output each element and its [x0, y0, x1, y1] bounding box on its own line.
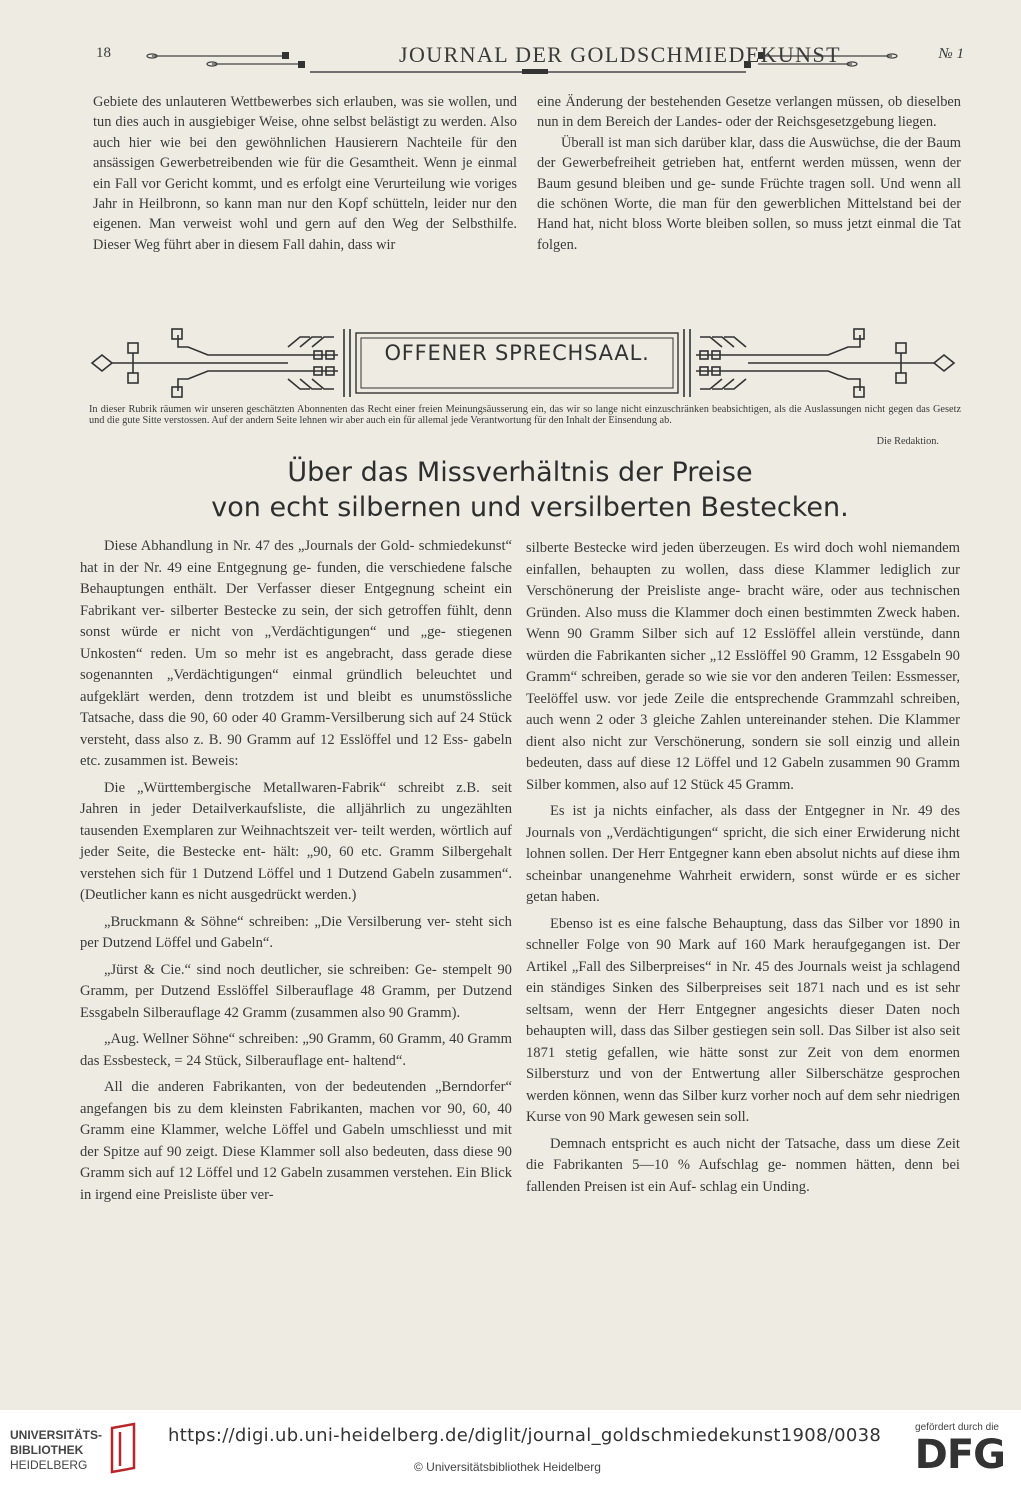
headline-line-1: Über das Missverhältnis der Preise [287, 457, 753, 488]
paragraph: „Jürst & Cie.“ sind noch deutlicher, sie schreiben: Ge- stempelt 90 Gramm, per Dutzend Esslöffel Silberauflage 48 Gramm, per Dutzend Essgabeln Silberauflage 42 Gramm (zusammen also 90 Gramm). [80, 961, 512, 1021]
article-left-column [80, 536, 512, 1206]
library-logo-icon [104, 1422, 144, 1474]
paragraph: Diese Abhandlung in Nr. 47 des „Journals der Gold- schmiedekunst“ hat in der Nr. 49 eine Entgegnung ge- funden, die verschiedene falsche Behauptungen enthält. Der Verfasser dieser Entgegnung scheint ein Fabrikant ver- silberter Bestecke zu sein, der sich getroffen fühlt, denn sonst würde er nicht von „Verdächtigungen“ und „ge- stiegenen Unkosten“ reden. Um so mehr ist es angebracht, dass gerade diese sogenannten „Verdächtigungen“ einmal gründlich beleuchtet und aufgeklärt werden, denn trotzdem ist und bleibt es unumstössliche Tatsache, dass die 90, 60 oder 40 Gramm-Versilberung sich auf 24 Stück versteht, dass also z. B. 90 Gramm auf 12 Esslöffel und 12 Ess- gabeln etc. zusammen ist. Beweis: [80, 538, 513, 769]
top-right-column [537, 92, 961, 255]
top-left-column [93, 92, 517, 255]
editorial-signature: Die Redaktion. [876, 436, 939, 447]
paragraph: All die anderen Fabrikanten, von der bedeutenden „Berndorfer“ angefangen bis zu dem kleinsten Fabrikanten, machen vor 90, 60, 40 Gramm eine Klammer, welche Löffel und Gabeln umschliesst und mit der Spitze auf 90 zeigt. Diese Klammer soll also bedeuten, dass diese 90 Gramm sich auf 12 Löffel und 12 Gabeln zusammen verstehen. Ein Blick in irgend eine Preisliste über ver- [80, 1079, 512, 1203]
library-logo: UNIVERSITÄTS- BIBLIOTHEK HEIDELBERG [10, 1428, 103, 1472]
digitization-footer [0, 1410, 1021, 1485]
editorial-note: In dieser Rubrik räumen wir unseren geschätzten Abonnenten das Recht einer freien Meinungsäusserung ein, das wir so lange nicht einzuschränken beabsichtigen, als die Auslassungen nicht gegen das Gesetz und die gute Sitte verstossen. Auf der andern Seite lehnen wir aber auch ein für allemal jede Verantwortung für den Inhalt der Einsendung ab. Die Redaktion. [89, 404, 962, 447]
paragraph: Gebiete des unlauteren Wettbewerbes sich erlauben, was sie wollen, und tun dies auch in ausgiebiger Weise, ohne selbst belästigt zu werden. Also auch hier wie bei den gewöhnlichen Hausierern Nachteile für den ansässigen Gewerbetreibenden wie für die Gesamtheit. Wenn je einmal ein Fall vor Gericht kommt, und es erfolgt eine Verurteilung wie voriges Jahr in Heilbronn, so kann man nur den Kopf schütteln, leider nur den eigenen. Man verweist wohl und gern auf den Weg der Selbsthilfe. Dieser Weg führt aber in diesem Fall dahin, dass wir [93, 94, 517, 253]
section-banner [88, 325, 960, 405]
journal-title: JOURNAL DER GOLDSCHMIEDEKUNST [399, 42, 841, 67]
copyright-notice: © Universitätsbibliothek Heidelberg [414, 1460, 601, 1474]
banner-ornament [88, 325, 960, 405]
paragraph: eine Änderung der bestehenden Gesetze verlangen müssen, ob dieselben nun in dem Bereich der Landes- oder der Reichsgesetzgebung liegen. [537, 94, 961, 131]
dfg-logo: DFG [914, 1432, 1005, 1478]
source-url-link[interactable]: https://digi.ub.uni-heidelberg.de/diglit/journal_goldschmiedekunst1908/0038 [168, 1425, 882, 1446]
headline-line-2: von echt silbernen und versilberten Bestecken. [211, 492, 849, 523]
issue-number: № 1 [938, 46, 964, 62]
paragraph: Demnach entspricht es auch nicht der Tatsache, dass um diese Zeit die Fabrikanten 5—10 % Aufschlag ge- nommen hätten, denn bei fallenden Preisen ist ein Auf- schlag ein Unding. [526, 1135, 960, 1195]
paragraph: Die „Württembergische Metallwaren-Fabrik“ schreibt z.B. seit Jahren in jeder Detailverkaufsliste, die alljährlich zu ungezählten tausenden Exemplaren zur Weihnachtszeit ver- teilt werden, wörtlich auf jeder Seite, die Bestecke ent- hält: „90, 60 etc. Gramm Silbergehalt verstehen sich für 1 Dutzend Löffel und 1 Dutzend Gabeln zusammen“. (Deutlicher kann es nicht ausgedrückt werden.) [80, 779, 512, 903]
paragraph: Ebenso ist es eine falsche Behauptung, dass das Silber vor 1890 in schneller Folge von 90 Mark auf 160 Mark heraufgegangen ist. Der Artikel „Fall des Silberpreises“ in Nr. 45 des Journals weist ja schlagend ein ständiges Sinken des Silberpreises seit 1871 nach und es ist sehr seltsam, wenn der Herr Entgegner angesichts dieser Daten noch behaupten will, dass das Silber gestiegen sein soll. Das Silber ist also seit 1871 stetig gefallen, wie hätte sonst zur Zeit von dem enormen Silbersturz und von der Entwertung aller Silberschätze gesprochen werden können, wenn das Silber kurz vorher noch auf dem sehr niedrigen Kurse von 90 Mark gewesen sein soll. [526, 915, 961, 1125]
banner-title: OFFENER SPRECHSAAL. [384, 341, 650, 365]
paragraph: Überall ist man sich darüber klar, dass die Auswüchse, die der Baum der Gewerbefreiheit getrieben hat, entfernt werden müssen, wenn der Baum gesund bleiben und ge- sunde Früchte tragen soll. Und wenn all die schönen Worte, die man für den gewerblichen Mittelstand bei der Hand hat, nicht bloss Worte bleiben sollen, so muss jetzt einmal die Tat folgen. [537, 134, 962, 253]
paragraph: „Aug. Wellner Söhne“ schreiben: „90 Gramm, 60 Gramm, 40 Gramm das Essbesteck, = 24 Stück, Silberauflage ent- haltend“. [80, 1031, 513, 1069]
page-number: 18 [96, 45, 111, 61]
paragraph: „Bruckmann & Söhne“ schreiben: „Die Versilberung ver- steht sich per Dutzend Löffel und Gabeln“. [80, 913, 512, 951]
running-header [92, 40, 964, 80]
article-right-column [526, 538, 960, 1198]
article-headline [100, 455, 940, 525]
funding-note: gefördert durch die [915, 1422, 999, 1433]
paragraph: Es ist ja nichts einfacher, als dass der Entgegner in Nr. 49 des Journals von „Verdächtigungen“ spricht, die sich einer Erwiderung nicht lohnen sollen. Der Herr Entgegner kann eben absolut nichts auf diese ihm scheinbar unangenehme Wahrheit erwidern, sonst würde er es sicher getan haben. [526, 803, 961, 905]
paragraph: silberte Bestecke wird jeden überzeugen. Es wird doch wohl niemandem einfallen, behaupten zu wollen, dass diese Klammer lediglich zur Verschönerung der Preisliste ange- bracht wäre, oder aus technischen Gründen. Also muss die Klammer doch einen bestimmten Zweck haben. Wenn 90 Gramm Silber sich auf 12 Esslöffel allein verstünde, dann würden die Fabrikanten sicher „12 Esslöffel 90 Gramm, 12 Essgabeln 90 Gramm“ schreiben, gerade so wie sie vor den anderen Teilen: Essmesser, Teelöffel usw. vor jede Zeile die entsprechende Grammzahl schreiben, auch wenn 2 oder 3 gleiche Zahlen untereinander stehen. Die Klammer dient also nicht zur Verschönerung, sondern sie soll einzig und allein bedeuten, dass auf diese 12 Löffel und 12 Gabeln zusammen 90 Gramm Silber kommen, also auf 12 Stück 45 Gramm. [526, 540, 961, 793]
